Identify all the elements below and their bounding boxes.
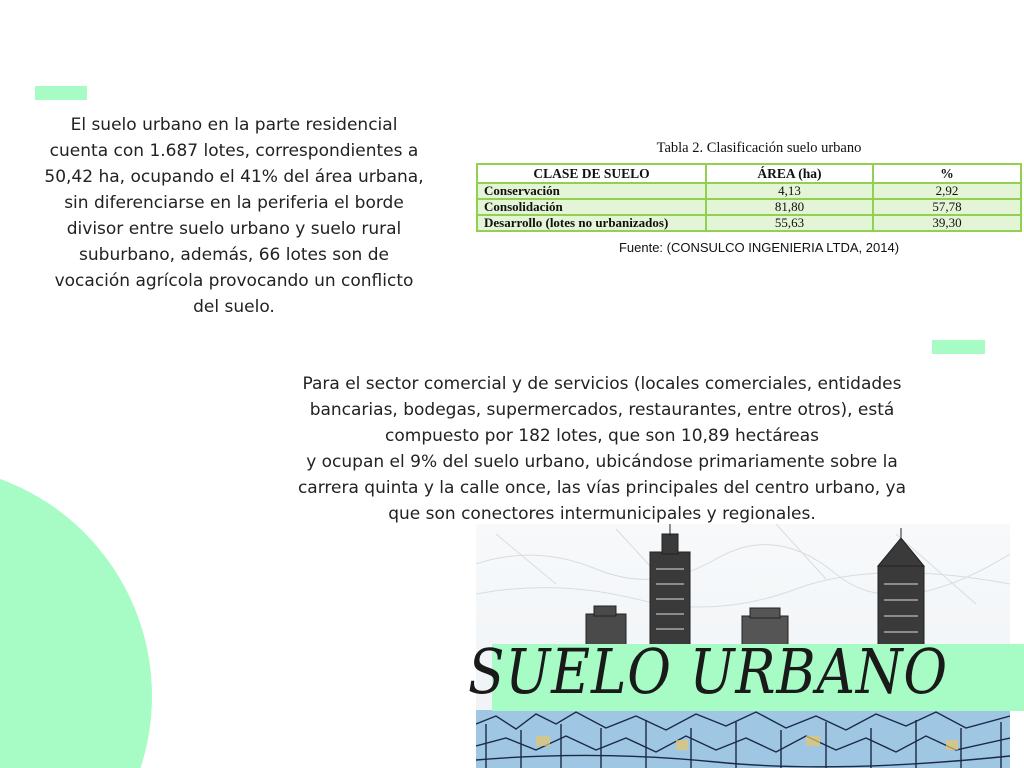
header-cell-class: CLASE DE SUELO (477, 164, 706, 183)
cell-area: 55,63 (706, 215, 873, 231)
table-row (477, 199, 1021, 215)
accent-bar-right (932, 340, 985, 354)
slide-title: SUELO URBANO (468, 635, 948, 708)
text-line: vocación agrícola provocando un conflicto (54, 271, 414, 291)
text-line: suburbano, además, 66 lotes son de (79, 245, 389, 265)
cell-class: Conservación (477, 183, 706, 199)
cell-area: 81,80 (706, 199, 873, 215)
text-line: Para el sector comercial y de servicios (locales comerciales, entidades (302, 374, 902, 394)
text-line: compuesto por 182 lotes, que son 10,89 hectáreas (385, 426, 819, 446)
soil-table-container (476, 163, 1022, 232)
commercial-paragraph (272, 371, 932, 527)
text-line: bancarias, bodegas, supermercados, restaurantes, entre otros), está (309, 400, 895, 420)
text-line: El suelo urbano en la parte residencial (70, 115, 398, 135)
text-line: 50,42 ha, ocupando el 41% del área urbana, (44, 167, 424, 187)
text-line: y ocupan el 9% del suelo urbano, ubicándose primariamente sobre la (306, 452, 898, 472)
table-source: Fuente: (CONSULCO INGENIERIA LTDA, 2014) (618, 240, 900, 255)
table-header-row (477, 164, 1021, 183)
text-line: sin diferenciarse en la periferia el borde (64, 193, 404, 213)
cell-percent: 57,78 (873, 199, 1021, 215)
text-line: cuenta con 1.687 lotes, correspondientes a (49, 141, 419, 161)
text-line: que son conectores intermunicipales y regionales. (388, 504, 816, 524)
cell-class: Desarrollo (lotes no urbanizados) (477, 215, 706, 231)
soil-classification-table (476, 163, 1022, 232)
table-row (477, 183, 1021, 199)
cell-class: Consolidación (477, 199, 706, 215)
cell-percent: 39,30 (873, 215, 1021, 231)
text-line: divisor entre suelo urbano y suelo rural (66, 219, 402, 239)
accent-bar-left (35, 86, 87, 100)
cell-area: 4,13 (706, 183, 873, 199)
text-line: del suelo. (193, 297, 275, 317)
cell-percent: 2,92 (873, 183, 1021, 199)
table-caption: Tabla 2. Clasificación suelo urbano (656, 140, 862, 156)
decorative-circle (0, 465, 152, 768)
header-cell-area: ÁREA (ha) (706, 164, 873, 183)
header-cell-percent: % (873, 164, 1021, 183)
residential-paragraph (30, 112, 438, 320)
table-row (477, 215, 1021, 231)
text-line: carrera quinta y la calle once, las vías principales del centro urbano, ya (297, 478, 907, 498)
